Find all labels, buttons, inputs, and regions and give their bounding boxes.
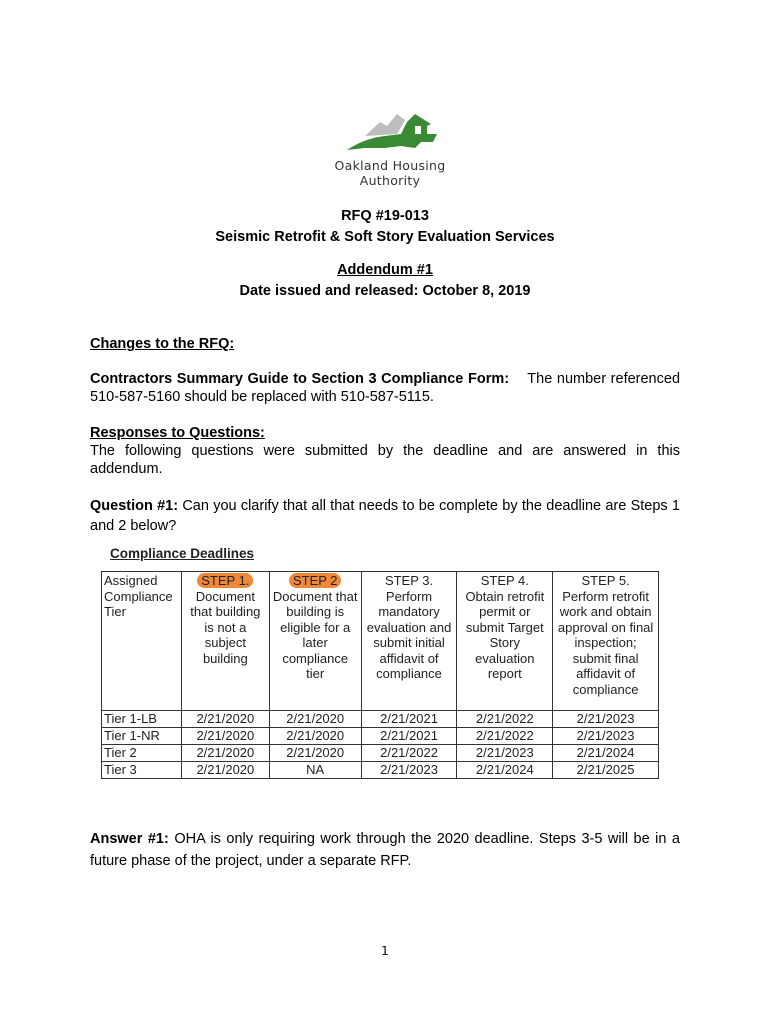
step-label: STEP 3.	[384, 573, 434, 588]
logo-text-line2: Authority	[359, 173, 421, 188]
answer-1-text: OHA is only requiring work through the 2020 deadline. Steps 3-5 will be in a future phase of the project, under a separate RFP.	[90, 831, 680, 869]
changes-heading: Changes to the RFQ:	[90, 336, 235, 352]
cell: 2/21/2022	[457, 711, 553, 728]
question-1	[90, 496, 680, 536]
cell: 2/21/2020	[269, 711, 361, 728]
cell: Tier 1-LB	[102, 711, 182, 728]
header-step-4	[457, 572, 553, 711]
step-desc: Document that building is eligible for a later compliance tier	[272, 588, 358, 681]
step-label: STEP 4.	[480, 573, 529, 588]
responses-text: The following questions were submitted by the deadline and are answered in this addendum.	[90, 443, 680, 477]
cell: 2/21/2021	[361, 711, 457, 728]
changes-label: Contractors Summary Guide to Section 3 Compliance Form:	[90, 371, 510, 387]
step-label: STEP 5.	[581, 573, 630, 588]
cell: NA	[269, 762, 361, 779]
oha-logo	[325, 108, 455, 193]
page-number: 1	[381, 944, 389, 958]
step-desc: Perform retrofit work and obtain approval on final inspection; submit final affidavit of compliance	[557, 588, 654, 697]
cell: 2/21/2020	[269, 745, 361, 762]
issue-date: Date issued and released: October 8, 2019	[239, 283, 531, 299]
step-label: STEP 2	[289, 573, 342, 588]
changes-paragraph	[90, 370, 680, 406]
table-row	[102, 711, 659, 728]
header-step-5	[553, 572, 659, 711]
answer-1-label: Answer #1:	[90, 831, 169, 847]
table-row	[102, 728, 659, 745]
cell: 2/21/2022	[457, 728, 553, 745]
cell: Tier 3	[102, 762, 182, 779]
cell: 2/21/2023	[553, 728, 659, 745]
rfq-number: RFQ #19-013	[341, 208, 429, 224]
addendum-title: Addendum #1	[337, 262, 433, 278]
answer-1	[90, 828, 680, 872]
table-header-row	[102, 572, 659, 711]
step-desc: Document that building is not a subject building	[190, 588, 261, 666]
cell: 2/21/2021	[361, 728, 457, 745]
cell: 2/21/2025	[553, 762, 659, 779]
compliance-deadlines-table	[101, 571, 659, 779]
header-step-2	[269, 572, 361, 711]
header-step-3	[361, 572, 457, 711]
cell: Tier 1-NR	[102, 728, 182, 745]
step-desc: Perform mandatory evaluation and submit initial affidavit of compliance	[366, 588, 452, 681]
responses-heading: Responses to Questions:	[90, 425, 265, 441]
cell: 2/21/2020	[181, 762, 269, 779]
cell: 2/21/2020	[181, 728, 269, 745]
cell: 2/21/2023	[457, 745, 553, 762]
cell: 2/21/2023	[361, 762, 457, 779]
cell: 2/21/2020	[269, 728, 361, 745]
cell: 2/21/2020	[181, 711, 269, 728]
cell: 2/21/2023	[553, 711, 659, 728]
header-step-1	[181, 572, 269, 711]
cell: 2/21/2024	[553, 745, 659, 762]
cell: 2/21/2022	[361, 745, 457, 762]
cell: 2/21/2024	[457, 762, 553, 779]
question-1-label: Question #1:	[90, 498, 179, 514]
logo-text-line1: Oakland Housing	[334, 158, 446, 173]
cell: 2/21/2020	[181, 745, 269, 762]
step-label: STEP 1.	[197, 573, 253, 588]
table-row	[102, 745, 659, 762]
table-row	[102, 762, 659, 779]
cell: Tier 2	[102, 745, 182, 762]
table-title: Compliance Deadlines	[110, 546, 255, 561]
question-1-text: Can you clarify that all that needs to be complete by the deadline are Steps 1 and 2 below?	[90, 498, 680, 534]
rfq-title: Seismic Retrofit & Soft Story Evaluation Services	[215, 229, 555, 245]
changes-text: The number referenced 510-587-5160 should be replaced with 510-587-5115.	[90, 371, 681, 405]
header-tier: Assigned Compliance Tier	[102, 572, 182, 711]
logo-house-icon	[335, 108, 445, 158]
step-desc: Obtain retrofit permit or submit Target Story evaluation report	[465, 588, 545, 681]
